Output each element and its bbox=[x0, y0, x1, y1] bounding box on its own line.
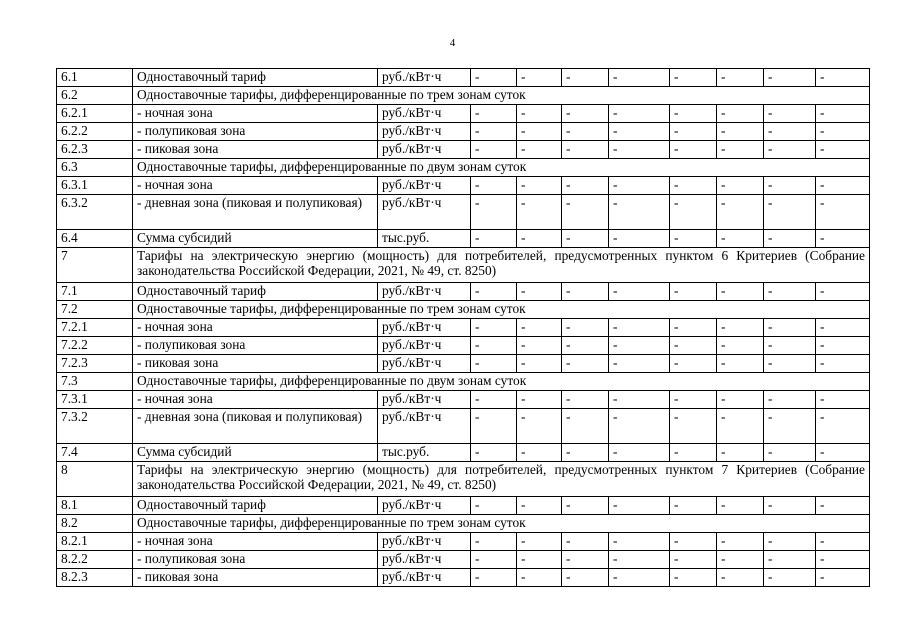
table-row bbox=[57, 141, 870, 159]
value-cell: - bbox=[471, 141, 517, 159]
value-cell: - bbox=[609, 409, 670, 444]
table-row bbox=[57, 569, 870, 587]
table-row bbox=[57, 444, 870, 462]
value-cell: - bbox=[670, 355, 717, 373]
value-cell: - bbox=[562, 569, 609, 587]
row-name: - ночная зона bbox=[133, 319, 378, 337]
value-cell: - bbox=[816, 409, 870, 444]
value-cell: - bbox=[609, 355, 670, 373]
value-cell: - bbox=[609, 533, 670, 551]
value-cell: - bbox=[517, 230, 562, 248]
value-cell: - bbox=[670, 551, 717, 569]
row-unit: руб./кВт·ч bbox=[378, 141, 471, 159]
row-unit: руб./кВт·ч bbox=[378, 69, 471, 87]
row-unit: тыс.руб. bbox=[378, 444, 471, 462]
section-title: Тарифы на электрическую энергию (мощность) для потребителей, предусмотренных пунктом 6 Критериев (Собрание законодательства Российской Федерации, 2021, № 49, ст. 8250) bbox=[133, 248, 870, 283]
row-number: 6.2.2 bbox=[57, 123, 133, 141]
value-cell: - bbox=[609, 444, 670, 462]
row-name: Одноставочный тариф bbox=[133, 69, 378, 87]
row-name: - ночная зона bbox=[133, 105, 378, 123]
value-cell: - bbox=[670, 141, 717, 159]
value-cell: - bbox=[517, 177, 562, 195]
value-cell: - bbox=[609, 337, 670, 355]
value-cell: - bbox=[764, 551, 816, 569]
value-cell: - bbox=[609, 283, 670, 301]
value-cell: - bbox=[717, 123, 764, 141]
row-unit: руб./кВт·ч bbox=[378, 569, 471, 587]
value-cell: - bbox=[471, 533, 517, 551]
row-name: - пиковая зона bbox=[133, 355, 378, 373]
row-name: - пиковая зона bbox=[133, 141, 378, 159]
row-unit: руб./кВт·ч bbox=[378, 283, 471, 301]
row-name: - пиковая зона bbox=[133, 569, 378, 587]
value-cell: - bbox=[562, 69, 609, 87]
row-unit: руб./кВт·ч bbox=[378, 409, 471, 444]
value-cell: - bbox=[517, 319, 562, 337]
value-cell: - bbox=[816, 177, 870, 195]
value-cell: - bbox=[609, 195, 670, 230]
value-cell: - bbox=[562, 319, 609, 337]
row-unit: руб./кВт·ч bbox=[378, 533, 471, 551]
value-cell: - bbox=[517, 569, 562, 587]
value-cell: - bbox=[562, 105, 609, 123]
value-cell: - bbox=[764, 319, 816, 337]
value-cell: - bbox=[471, 391, 517, 409]
value-cell: - bbox=[670, 230, 717, 248]
value-cell: - bbox=[717, 569, 764, 587]
value-cell: - bbox=[562, 337, 609, 355]
value-cell: - bbox=[670, 444, 717, 462]
value-cell: - bbox=[670, 177, 717, 195]
value-cell: - bbox=[764, 409, 816, 444]
value-cell: - bbox=[670, 105, 717, 123]
section-title: Одноставочные тарифы, дифференцированные по двум зонам суток bbox=[133, 373, 870, 391]
row-unit: руб./кВт·ч bbox=[378, 337, 471, 355]
value-cell: - bbox=[562, 551, 609, 569]
value-cell: - bbox=[517, 141, 562, 159]
table-row bbox=[57, 230, 870, 248]
row-number: 7 bbox=[57, 248, 133, 283]
value-cell: - bbox=[717, 283, 764, 301]
value-cell: - bbox=[517, 533, 562, 551]
value-cell: - bbox=[717, 230, 764, 248]
value-cell: - bbox=[471, 105, 517, 123]
value-cell: - bbox=[609, 177, 670, 195]
value-cell: - bbox=[717, 391, 764, 409]
value-cell: - bbox=[764, 444, 816, 462]
value-cell: - bbox=[609, 551, 670, 569]
row-number: 7.4 bbox=[57, 444, 133, 462]
row-number: 7.2.3 bbox=[57, 355, 133, 373]
row-number: 7.3.1 bbox=[57, 391, 133, 409]
value-cell: - bbox=[670, 409, 717, 444]
value-cell: - bbox=[562, 355, 609, 373]
table-row bbox=[57, 177, 870, 195]
value-cell: - bbox=[517, 444, 562, 462]
value-cell: - bbox=[471, 355, 517, 373]
row-number: 7.2 bbox=[57, 301, 133, 319]
value-cell: - bbox=[471, 569, 517, 587]
row-number: 8.1 bbox=[57, 497, 133, 515]
value-cell: - bbox=[562, 409, 609, 444]
value-cell: - bbox=[517, 497, 562, 515]
value-cell: - bbox=[764, 230, 816, 248]
value-cell: - bbox=[670, 337, 717, 355]
value-cell: - bbox=[562, 497, 609, 515]
table-row bbox=[57, 319, 870, 337]
value-cell: - bbox=[764, 497, 816, 515]
row-number: 6.4 bbox=[57, 230, 133, 248]
value-cell: - bbox=[764, 283, 816, 301]
value-cell: - bbox=[609, 69, 670, 87]
row-unit: руб./кВт·ч bbox=[378, 123, 471, 141]
row-number: 8.2 bbox=[57, 515, 133, 533]
section-row bbox=[57, 515, 870, 533]
value-cell: - bbox=[764, 533, 816, 551]
row-number: 7.1 bbox=[57, 283, 133, 301]
row-name: - полупиковая зона bbox=[133, 337, 378, 355]
value-cell: - bbox=[717, 319, 764, 337]
value-cell: - bbox=[816, 551, 870, 569]
section-row bbox=[57, 301, 870, 319]
row-number: 6.2 bbox=[57, 87, 133, 105]
table-row bbox=[57, 337, 870, 355]
value-cell: - bbox=[517, 69, 562, 87]
table-row bbox=[57, 69, 870, 87]
value-cell: - bbox=[816, 195, 870, 230]
value-cell: - bbox=[816, 444, 870, 462]
value-cell: - bbox=[670, 69, 717, 87]
value-cell: - bbox=[471, 69, 517, 87]
row-unit: руб./кВт·ч bbox=[378, 177, 471, 195]
value-cell: - bbox=[717, 444, 764, 462]
value-cell: - bbox=[764, 105, 816, 123]
value-cell: - bbox=[517, 551, 562, 569]
value-cell: - bbox=[609, 391, 670, 409]
value-cell: - bbox=[717, 337, 764, 355]
value-cell: - bbox=[816, 69, 870, 87]
value-cell: - bbox=[471, 444, 517, 462]
section-title: Одноставочные тарифы, дифференцированные по трем зонам суток bbox=[133, 87, 870, 105]
row-unit: руб./кВт·ч bbox=[378, 319, 471, 337]
value-cell: - bbox=[609, 569, 670, 587]
value-cell: - bbox=[471, 497, 517, 515]
value-cell: - bbox=[717, 497, 764, 515]
value-cell: - bbox=[764, 69, 816, 87]
tariff-table bbox=[56, 68, 870, 587]
row-unit: руб./кВт·ч bbox=[378, 391, 471, 409]
value-cell: - bbox=[609, 230, 670, 248]
value-cell: - bbox=[471, 283, 517, 301]
value-cell: - bbox=[816, 533, 870, 551]
value-cell: - bbox=[562, 177, 609, 195]
row-number: 6.2.3 bbox=[57, 141, 133, 159]
row-name: Сумма субсидий bbox=[133, 230, 378, 248]
value-cell: - bbox=[471, 195, 517, 230]
row-unit: руб./кВт·ч bbox=[378, 195, 471, 230]
row-name: - ночная зона bbox=[133, 177, 378, 195]
table-row bbox=[57, 533, 870, 551]
value-cell: - bbox=[816, 105, 870, 123]
table-row bbox=[57, 105, 870, 123]
value-cell: - bbox=[517, 409, 562, 444]
section-title: Одноставочные тарифы, дифференцированные по двум зонам суток bbox=[133, 159, 870, 177]
table-row bbox=[57, 123, 870, 141]
value-cell: - bbox=[471, 177, 517, 195]
value-cell: - bbox=[670, 569, 717, 587]
row-name: Одноставочный тариф bbox=[133, 497, 378, 515]
value-cell: - bbox=[670, 123, 717, 141]
row-name: Сумма субсидий bbox=[133, 444, 378, 462]
row-number: 7.2.2 bbox=[57, 337, 133, 355]
value-cell: - bbox=[471, 409, 517, 444]
value-cell: - bbox=[562, 391, 609, 409]
value-cell: - bbox=[609, 105, 670, 123]
value-cell: - bbox=[816, 230, 870, 248]
row-number: 6.3 bbox=[57, 159, 133, 177]
value-cell: - bbox=[609, 141, 670, 159]
row-number: 7.3 bbox=[57, 373, 133, 391]
value-cell: - bbox=[517, 355, 562, 373]
value-cell: - bbox=[717, 177, 764, 195]
row-number: 6.1 bbox=[57, 69, 133, 87]
value-cell: - bbox=[717, 69, 764, 87]
value-cell: - bbox=[670, 533, 717, 551]
row-number: 8 bbox=[57, 462, 133, 497]
table-row bbox=[57, 551, 870, 569]
value-cell: - bbox=[609, 319, 670, 337]
value-cell: - bbox=[670, 319, 717, 337]
value-cell: - bbox=[562, 195, 609, 230]
value-cell: - bbox=[517, 391, 562, 409]
value-cell: - bbox=[517, 337, 562, 355]
row-number: 7.3.2 bbox=[57, 409, 133, 444]
value-cell: - bbox=[816, 123, 870, 141]
row-number: 6.3.1 bbox=[57, 177, 133, 195]
row-unit: руб./кВт·ч bbox=[378, 551, 471, 569]
table-row bbox=[57, 409, 870, 444]
value-cell: - bbox=[471, 123, 517, 141]
section-title: Одноставочные тарифы, дифференцированные по трем зонам суток bbox=[133, 301, 870, 319]
value-cell: - bbox=[471, 230, 517, 248]
row-name: - полупиковая зона bbox=[133, 123, 378, 141]
row-number: 8.2.3 bbox=[57, 569, 133, 587]
value-cell: - bbox=[717, 105, 764, 123]
section-row bbox=[57, 462, 870, 497]
value-cell: - bbox=[670, 497, 717, 515]
row-name: - ночная зона bbox=[133, 391, 378, 409]
value-cell: - bbox=[816, 337, 870, 355]
value-cell: - bbox=[816, 355, 870, 373]
row-number: 8.2.1 bbox=[57, 533, 133, 551]
value-cell: - bbox=[764, 355, 816, 373]
value-cell: - bbox=[816, 141, 870, 159]
value-cell: - bbox=[764, 337, 816, 355]
value-cell: - bbox=[816, 569, 870, 587]
value-cell: - bbox=[816, 283, 870, 301]
value-cell: - bbox=[562, 230, 609, 248]
value-cell: - bbox=[717, 355, 764, 373]
row-unit: тыс.руб. bbox=[378, 230, 471, 248]
value-cell: - bbox=[471, 337, 517, 355]
value-cell: - bbox=[764, 177, 816, 195]
table-row bbox=[57, 195, 870, 230]
row-number: 7.2.1 bbox=[57, 319, 133, 337]
value-cell: - bbox=[517, 195, 562, 230]
section-title: Одноставочные тарифы, дифференцированные по трем зонам суток bbox=[133, 515, 870, 533]
value-cell: - bbox=[764, 569, 816, 587]
value-cell: - bbox=[562, 141, 609, 159]
value-cell: - bbox=[816, 497, 870, 515]
table-row bbox=[57, 283, 870, 301]
value-cell: - bbox=[670, 195, 717, 230]
row-number: 6.2.1 bbox=[57, 105, 133, 123]
row-unit: руб./кВт·ч bbox=[378, 105, 471, 123]
value-cell: - bbox=[471, 551, 517, 569]
row-unit: руб./кВт·ч bbox=[378, 497, 471, 515]
value-cell: - bbox=[517, 105, 562, 123]
value-cell: - bbox=[764, 141, 816, 159]
value-cell: - bbox=[816, 391, 870, 409]
value-cell: - bbox=[717, 141, 764, 159]
value-cell: - bbox=[562, 444, 609, 462]
row-unit: руб./кВт·ч bbox=[378, 355, 471, 373]
value-cell: - bbox=[609, 497, 670, 515]
table-row bbox=[57, 497, 870, 515]
row-name: Одноставочный тариф bbox=[133, 283, 378, 301]
value-cell: - bbox=[670, 283, 717, 301]
value-cell: - bbox=[517, 123, 562, 141]
value-cell: - bbox=[717, 195, 764, 230]
value-cell: - bbox=[764, 195, 816, 230]
section-title: Тарифы на электрическую энергию (мощность) для потребителей, предусмотренных пунктом 7 Критериев (Собрание законодательства Российской Федерации, 2021, № 49, ст. 8250) bbox=[133, 462, 870, 497]
value-cell: - bbox=[609, 123, 670, 141]
table-row bbox=[57, 391, 870, 409]
value-cell: - bbox=[764, 123, 816, 141]
page-number: 4 bbox=[449, 37, 456, 49]
value-cell: - bbox=[816, 319, 870, 337]
value-cell: - bbox=[670, 391, 717, 409]
row-name: - ночная зона bbox=[133, 533, 378, 551]
value-cell: - bbox=[562, 123, 609, 141]
value-cell: - bbox=[764, 391, 816, 409]
value-cell: - bbox=[517, 283, 562, 301]
section-row bbox=[57, 159, 870, 177]
value-cell: - bbox=[717, 533, 764, 551]
row-name: - полупиковая зона bbox=[133, 551, 378, 569]
row-name: - дневная зона (пиковая и полупиковая) bbox=[133, 409, 378, 444]
value-cell: - bbox=[471, 319, 517, 337]
value-cell: - bbox=[562, 533, 609, 551]
table-row bbox=[57, 355, 870, 373]
section-row bbox=[57, 248, 870, 283]
section-row bbox=[57, 87, 870, 105]
row-number: 6.3.2 bbox=[57, 195, 133, 230]
value-cell: - bbox=[717, 409, 764, 444]
section-row bbox=[57, 373, 870, 391]
value-cell: - bbox=[562, 283, 609, 301]
row-number: 8.2.2 bbox=[57, 551, 133, 569]
row-name: - дневная зона (пиковая и полупиковая) bbox=[133, 195, 378, 230]
value-cell: - bbox=[717, 551, 764, 569]
